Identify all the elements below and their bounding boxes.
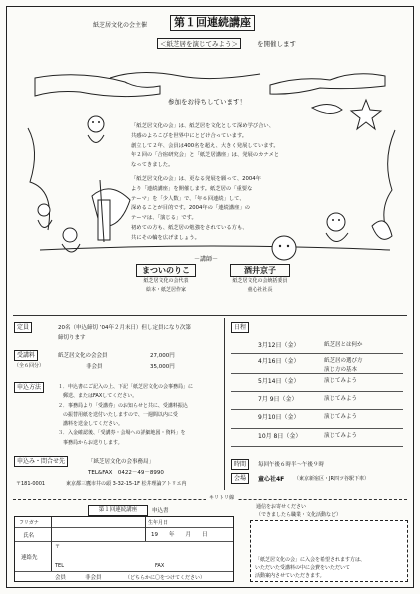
intro-line: 「紙芝居文化の会」は、紙芝居を文化として深め学び合い、: [131, 123, 275, 129]
intro-line: 共にその輪を広げましょう。: [131, 234, 200, 241]
member-option[interactable]: 会員: [55, 575, 67, 581]
contact-label: 申込み・問合せ先: [14, 456, 68, 467]
page-title: 第１回連続講座: [170, 15, 255, 31]
schedule-topic: 演じてみよう: [324, 396, 358, 402]
schedule-topic: 紙芝居の選び方: [324, 358, 363, 364]
name-label: 氏名: [23, 533, 35, 539]
fee-sublabel: （全６回分）: [14, 363, 45, 369]
schedule-date: 3月12日（金）: [258, 342, 300, 349]
section-divider: [13, 315, 407, 316]
schedule-topic: 演じてみよう: [324, 378, 358, 384]
member-note: （どちらかに〇をつけてください）: [125, 575, 206, 581]
birth-label: 生年月日: [148, 520, 169, 526]
venue-note: （東京新宿区・JR四ツ谷駅下車）: [294, 476, 369, 482]
tel-label: TEL: [55, 563, 64, 569]
apply-step: の振替用紙を送付いたしますので、一週間以内に受: [58, 411, 178, 418]
form-course: 第１回連続講座: [88, 505, 148, 516]
fee-member-amount: 27,000円: [150, 353, 175, 359]
schedule-row-line: [231, 446, 403, 447]
contact-postal: 〒181-0001: [16, 481, 46, 487]
intro-line: 創立して２年、会員は400名を超え、大きく発展しています。: [131, 142, 279, 149]
schedule-row-line: [231, 428, 403, 429]
column-divider: [224, 318, 225, 490]
notice-line-2: いただいた受講料の中に会費をいただいて: [255, 565, 351, 571]
apply-steps: [58, 383, 193, 448]
apply-step: ２．事務局より「受講券」のお知らせと共に、受講料振込: [58, 402, 188, 409]
lecturer-name: まついのりこ: [136, 264, 196, 277]
comm-sub: （できましたら職業・文化活動など）: [256, 512, 342, 518]
apply-step: ３．入金確認後、「受講券・会場への詳細地図・資料」を: [58, 430, 186, 437]
notice-line-1: 「紙芝居文化の会」に入会を希望されます方は、: [255, 557, 366, 563]
schedule-topic: 演じてみよう: [324, 433, 358, 439]
subtitle-highlight: ＜紙芝居を演じてみよう＞: [157, 38, 241, 49]
contact-tel: TEL&FAX 0422－49－8990: [88, 470, 164, 476]
welcome-message: 参加をお待ちしています！: [168, 98, 246, 106]
lecturer-card-1: [124, 264, 208, 304]
apply-step: １．申込書にご記入の上、下記「紙芝居文化の会事務局」に: [58, 384, 194, 390]
birth-value[interactable]: 19 年 月 日: [151, 532, 208, 538]
fee-label: 受講料: [14, 350, 38, 361]
intro-line: より「連続講座」を開催します。紙芝居の「重要な: [131, 185, 253, 192]
schedule-row-line: [231, 409, 403, 410]
postal-mark: 〒: [55, 544, 61, 550]
schedule-row-line: [231, 391, 403, 392]
nonmember-option[interactable]: 非会員: [85, 575, 102, 581]
intro-line: テーマ」を「少人数」で、「年６回連続」して、: [131, 195, 245, 202]
intro-line: 「紙芝居文化の会」は、更なる発展を願って、2004年: [131, 175, 261, 182]
schedule-date: 9月10日（金）: [258, 414, 300, 421]
schedule-date: 5月14日（金）: [258, 378, 300, 385]
schedule-date: 10月 8日（金）: [258, 433, 302, 440]
fee-member-who: 紙芝居文化の会会員: [58, 353, 108, 359]
application-form: [14, 516, 234, 582]
fax-label: FAX: [155, 563, 165, 569]
fee-nonmember-who: 非会員: [86, 364, 103, 370]
capacity-label: 定員: [14, 322, 32, 333]
name-input[interactable]: [53, 528, 143, 540]
schedule-date: 7月 9日（金）: [258, 396, 298, 403]
contact-address: 東京都三鷹市井の頭 3-32-15-1F 松井理論アトリエ内: [66, 481, 187, 487]
lecturer-name: 酒井京子: [230, 264, 290, 277]
venue-text: 童心社4F: [258, 476, 285, 483]
comm-title: 通信をお寄せください: [256, 504, 307, 510]
capacity-text-2: 締切ります: [58, 335, 86, 341]
apply-label: 申込方法: [14, 382, 44, 393]
time-label: 時間: [231, 459, 249, 470]
venue-label: 会場: [231, 473, 249, 484]
apply-step: 郵送、またはFAXしてください。: [58, 393, 138, 400]
subtitle-tail: を開催します: [257, 40, 296, 48]
lecturer-role: 紙芝居文化の会統括委員: [232, 278, 288, 284]
intro-line: 共感のよろこびを世界中にとどけ合っています。: [131, 132, 248, 139]
apply-step: 事務局からお送りします。: [58, 439, 123, 446]
schedule-label: 日程: [231, 322, 249, 333]
intro-line: なってきました。: [131, 162, 174, 169]
contact-office: 「紙芝居文化の会事務局」: [88, 459, 155, 465]
furigana-label: フリガナ: [19, 520, 39, 526]
notice-line-3: 活動案内させていただきます。: [255, 573, 325, 579]
fee-nonmember-amount: 35,000円: [150, 364, 175, 370]
schedule-date: 4月16日（金）: [258, 358, 300, 365]
intro-line: 初めての方も、紙芝居の勉強をされている方も、: [131, 224, 248, 231]
address-label: 連絡先: [21, 555, 38, 561]
form-title: 申込書: [152, 508, 169, 514]
intro-card: [127, 116, 295, 266]
intro-line: テーマは、「演じる」です。: [131, 215, 197, 222]
lecturer-role: 紙芝居文化の会代表: [143, 278, 189, 284]
capacity-text: 20名（申込締切 ’04年２月末日）但し定員になり次第: [58, 325, 191, 331]
time-text: 毎回午後６時半～午後９時: [258, 462, 325, 468]
schedule-topic: 演じてみよう: [324, 414, 358, 420]
lecturer-heading: －講師－: [194, 256, 219, 263]
schedule-row-line: [231, 373, 403, 374]
intro-line: 深めることが目的です。2004年の「連続講座」の: [131, 205, 250, 212]
lecturer-detail: 童心社社長: [247, 287, 273, 293]
intro-line: 年２回の「合宿研究会」と「紙芝居講座」は、発展のカナメと: [131, 152, 280, 159]
lecturer-detail: 絵本・紙芝居作家: [145, 287, 186, 293]
cut-line-label: キリトリ線: [206, 494, 237, 501]
schedule-topic: 演じ方の基本: [324, 367, 358, 373]
schedule-row-line: [231, 353, 403, 354]
schedule-topic: 紙芝居とは何か: [324, 342, 363, 348]
lecturer-card-2: [218, 264, 302, 304]
host-label: 紙芝居文化の会主催: [93, 22, 148, 29]
apply-step: 講料を送金してください。: [58, 421, 124, 428]
